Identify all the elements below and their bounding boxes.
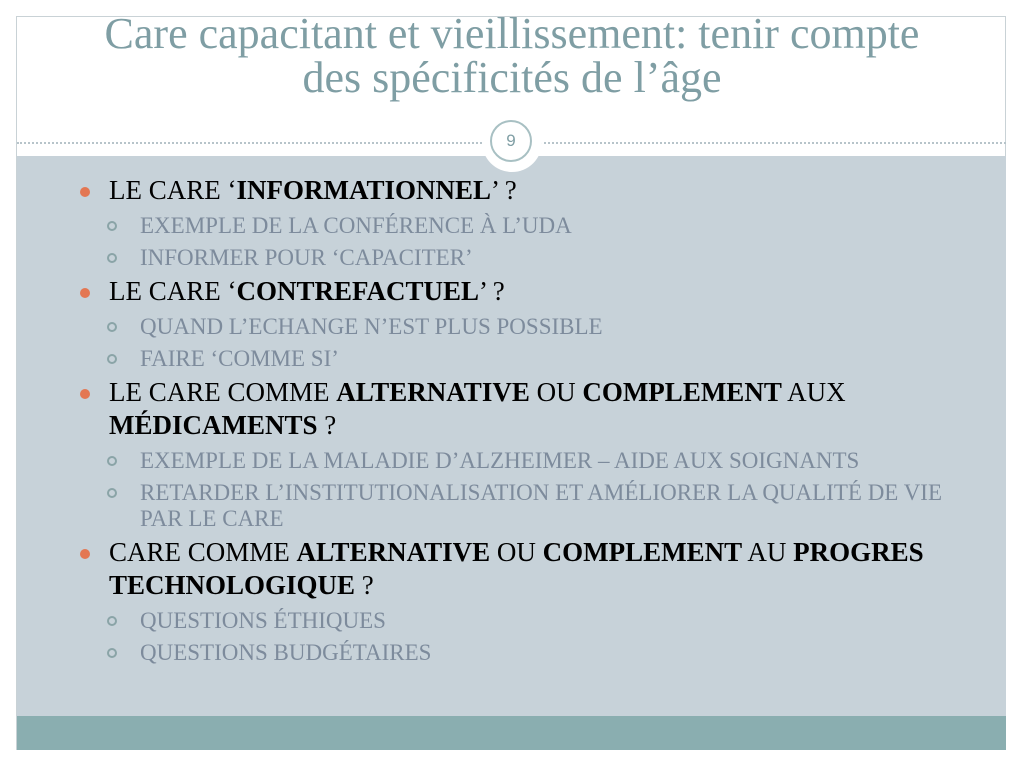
bullet-text-part: AUX bbox=[781, 377, 846, 407]
bullet-text-part: LE CARE ‘ bbox=[109, 276, 237, 306]
bullet-item-informationnel bbox=[80, 174, 960, 271]
bullet-bold-text: ALTERNATIVE bbox=[336, 377, 530, 407]
bottom-band bbox=[17, 716, 1006, 750]
bullet-list bbox=[80, 174, 960, 666]
slide-title-line-2: des spécificités de l’âge bbox=[302, 53, 722, 102]
bullet-bold-text: COMPLEMENT bbox=[582, 377, 782, 407]
subitem-text: EXEMPLE DE LA MALADIE D’ALZHEIMER – AIDE AUX SOIGNANTS bbox=[140, 448, 860, 473]
subitem bbox=[107, 346, 960, 372]
bullet-text bbox=[109, 276, 505, 306]
bullet-text-part: LE CARE COMME bbox=[109, 377, 337, 407]
hollow-circle-icon bbox=[107, 354, 117, 364]
subitem-list bbox=[107, 314, 960, 372]
bullet-dot-icon bbox=[80, 549, 90, 559]
subitem bbox=[107, 213, 960, 239]
bullet-bold-text: ALTERNATIVE bbox=[296, 537, 491, 567]
bullet-text-part: OU bbox=[490, 537, 543, 567]
bullet-text-part: ’ ? bbox=[479, 276, 505, 306]
bullet-text-part: ? bbox=[355, 570, 374, 600]
bullet-bold-text: MÉDICAMENTS bbox=[109, 410, 318, 440]
hollow-circle-icon bbox=[107, 221, 117, 231]
bullet-dot-icon bbox=[80, 288, 90, 298]
bullet-bold-text: PROGRES TECHNOLOGIQUE bbox=[109, 537, 924, 600]
page-number: 9 bbox=[490, 120, 532, 162]
bullet-text-part: LE CARE ‘ bbox=[109, 175, 237, 205]
bullet-text-part: CARE COMME bbox=[109, 537, 297, 567]
bullet-item-medicaments bbox=[80, 376, 960, 532]
subitem bbox=[107, 448, 960, 474]
subitem-text: EXEMPLE DE LA CONFÉRENCE À L’UDA bbox=[140, 213, 572, 238]
slide-title bbox=[17, 9, 1007, 102]
bullet-text-part: OU bbox=[529, 377, 583, 407]
subitem-list bbox=[107, 448, 960, 532]
subitem-list bbox=[107, 213, 960, 271]
bullet-text-part: AU bbox=[742, 537, 794, 567]
subitem bbox=[107, 480, 960, 532]
subitem bbox=[107, 640, 960, 666]
bullet-item-contrefactuel bbox=[80, 275, 960, 372]
subitem bbox=[107, 608, 960, 634]
bullet-text bbox=[109, 377, 846, 440]
bullet-dot-icon bbox=[80, 187, 90, 197]
bullet-bold-text: CONTREFACTUEL bbox=[236, 276, 480, 306]
bullet-dot-icon bbox=[80, 389, 90, 399]
bullet-text bbox=[109, 537, 924, 600]
subitem-text: RETARDER L’INSTITUTIONALISATION ET AMÉLIORER LA QUALITÉ DE VIE PAR LE CARE bbox=[140, 480, 943, 531]
subitem-text: FAIRE ‘COMME SI’ bbox=[140, 346, 339, 371]
bullet-bold-text: INFORMATIONNEL bbox=[236, 175, 492, 205]
hollow-circle-icon bbox=[107, 488, 117, 498]
subitem bbox=[107, 314, 960, 340]
subitem-list bbox=[107, 608, 960, 666]
bullet-bold-text: COMPLEMENT bbox=[542, 537, 743, 567]
subitem-text: QUESTIONS BUDGÉTAIRES bbox=[140, 640, 432, 665]
slide-title-line-1: Care capacitant et vieillissement: tenir compte bbox=[104, 9, 920, 58]
subitem-text: QUAND L’ECHANGE N’EST PLUS POSSIBLE bbox=[140, 314, 603, 339]
hollow-circle-icon bbox=[107, 456, 117, 466]
hollow-circle-icon bbox=[107, 648, 117, 658]
bullet-text-part: ’ ? bbox=[491, 175, 517, 205]
subitem-text: QUESTIONS ÉTHIQUES bbox=[140, 608, 386, 633]
bullet-item-progres-technologique bbox=[80, 536, 960, 666]
bullet-text-part: ? bbox=[317, 410, 337, 440]
page-number-badge bbox=[482, 112, 542, 172]
subitem-text: INFORMER POUR ‘CAPACITER’ bbox=[140, 245, 473, 270]
hollow-circle-icon bbox=[107, 322, 117, 332]
hollow-circle-icon bbox=[107, 253, 117, 263]
title-area bbox=[17, 9, 1007, 124]
subitem bbox=[107, 245, 960, 271]
bullet-text bbox=[109, 175, 517, 205]
hollow-circle-icon bbox=[107, 616, 117, 626]
